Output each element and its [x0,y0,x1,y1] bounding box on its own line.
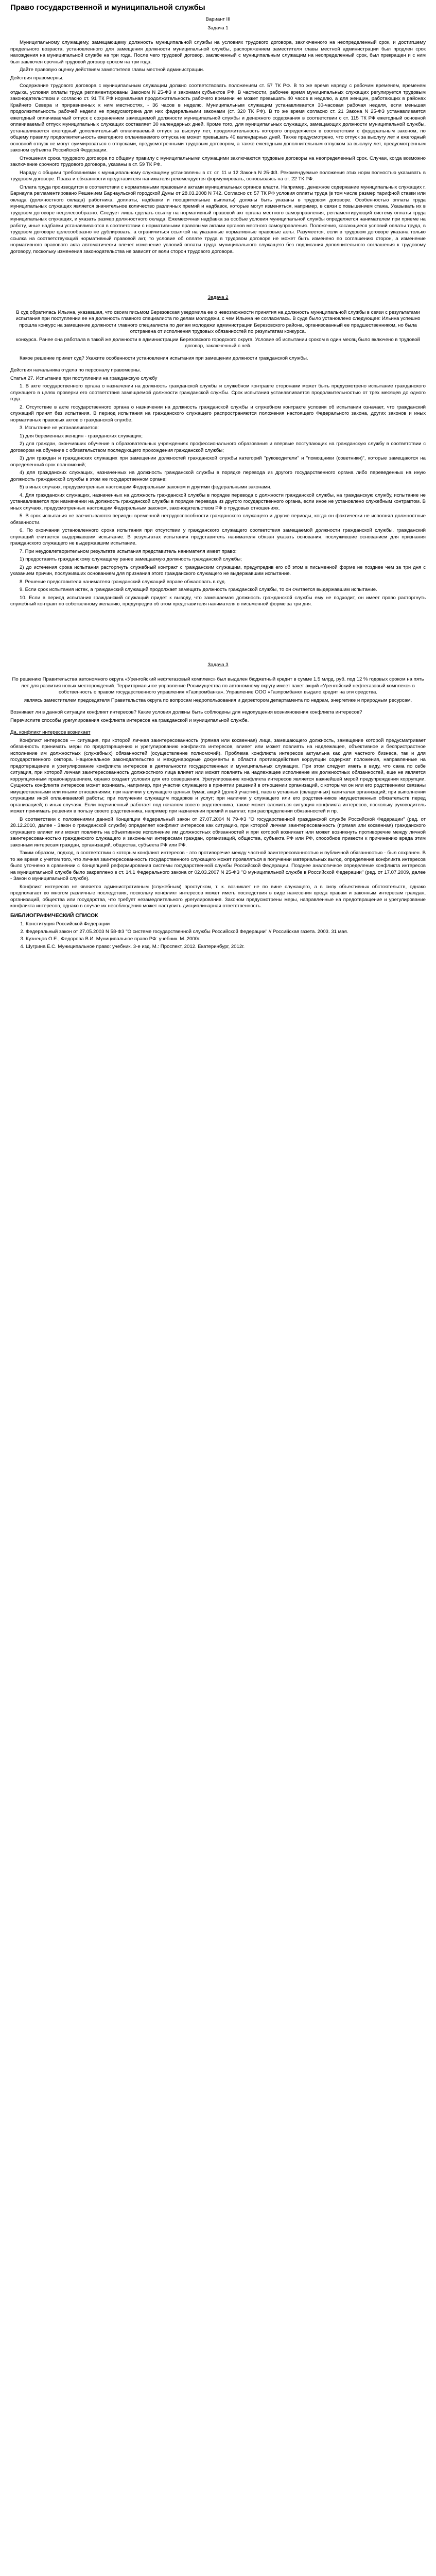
bibliography-list [21,921,426,950]
task2-paragraph: конкурса. Ранее она работала в такой же должности в администрации Березовского городского округа. Условие об испытании сроком в один месяц было включено в трудовой договор, заключенный с ней. [16,336,420,349]
task3-paragraph: являясь заместителем председателя Правительства округа по вопросам недропользования и директором департамента по недрам, энергетике и природным ресурсам. [24,697,412,703]
bibliography-heading: БИБЛИОГРАФИЧЕСКИЙ СПИСОК [10,912,98,919]
article27-item: 3) для граждан и гражданских служащих при замещении должностей гражданской службы категорий "руководители" и "помощники (советники)", которые замещаются на определенный срок полномочий; [10,455,426,468]
task1-paragraph: Дайте правовую оценку действиям заместителя главы местной администрации. [20,67,204,73]
article27-item: 10. Если в период испытания гражданский служащий придет к выводу, что замещаемая должность гражданской службы ему не подходит, он имеет право расторгнуть служебный контракт по собственному желанию, предупредив об этом представителя нанимателя в письменной форме за три дня. [10,595,426,607]
bibliography-item: 1. Конституция Российской Федерации [26,921,426,928]
variant-label: Вариант III [205,16,231,22]
task1-paragraph: Оплата труда производится в соответствии с нормативными правовыми актами муниципальных органов власти. Например, денежное содержание муниципальных служащих г. Барнаула регламентировано Решением Барнаульской городской Думы от 28.03.2008 N 742. Согласно ст. 57 ТК РФ условия оплаты труда (в том числе размер тарифной ставки или оклада (должностного оклада) работника, доплаты, надбавки и поощрительные выплаты) должны быть указаны в трудовом договоре. Особенностью оплаты труда муниципальных служащих является значительное количество различных премий и надбавок, которые могут изменяться, например, в связи с повышением стажа. Указывать их в трудовом договоре нецелесообразно. Следует лишь сделать ссылку на нормативный правовой акт органа местного самоуправления, регламентирующий систему оплаты труда муниципальных служащих, и указать размер должностного оклада. Ежемесячная надбавка за особые условия муниципальной службы определяется нанимателем при приеме на работу, иные надбавки устанавливаются в соответствии с нормативными правовыми актами органов местного самоуправления. Положения, касающиеся условий оплаты труда, в трудовом договоре целесообразно не дублировать, а ограничиться ссылкой на указанные нормативные правовые акты. Разумеется, если в трудовом договоре указана только ссылка на соответствующий нормативный правовой акт, то условие об оплате труда в трудовом договоре не может быть изменено по соглашению сторон, а изменение нормативного правового акта автоматически влечет изменение условий оплаты труда муниципального служащего без подписания дополнительного соглашения к трудовому договору, поскольку изменения законодательства не зависят от воли сторон трудового договора. [10,184,426,255]
article27-item: 1. В акте государственного органа о назначении на должность гражданской службы и служебном контракте сторонами может быть предусмотрено испытание гражданского служащего в целях проверки его соответствия замещаемой должности гражданской службы. Срок испытания устанавливается продолжительностью от трех месяцев до одного года. [10,383,426,402]
article27-item: 7. При неудовлетворительном результате испытания представитель нанимателя имеет право: [20,548,237,554]
task2-question: Какое решение примет суд? Укажите особенности установления испытания при замещении должности гражданской службы. [20,355,308,361]
task3-paragraph: Перечислите способы урегулирования конфликта интересов на гражданской и муниципальной службе. [10,717,249,723]
task1-paragraph: Наряду с общими требованиями к муниципальному служащему установлены в ст. ст. 11 и 12 Закона N 25-ФЗ. Рекомендуемые положения этих норм полностью указывать в трудовом договоре. Права и обязанности представителя нанимателя рекомендуется формулировать, основываясь на ст. 22 ТК РФ. [10,170,426,182]
task2-heading: Задача 2 [207,295,229,300]
article27-item: 1) для беременных женщин - гражданских служащих; [20,433,143,439]
task1-heading: Задача 1 [207,25,229,31]
bibliography-item: 2. Федеральный закон от 27.05.2003 N 58-ФЗ "О системе государственной службы Российской Федерации" // Российская газета. 2003. 31 мая. [26,929,426,936]
task3-answer-label: Да, конфликт интересов возникает [10,730,91,735]
document-title: Право государственной и муниципальной службы [10,3,205,12]
article27-title: Статья 27. Испытание при поступлении на гражданскую службу [10,375,158,381]
task1-section [10,25,426,256]
task1-paragraph: Содержание трудового договора с муниципальным служащим должно соответствовать положениям ст. 57 ТК РФ. В то же время наряду с рабочим временем, временем отдыха, условия оплаты труда регламентированы Законом N 25-ФЗ и законами субъектов РФ. В частности, рабочее время муниципальных служащих регулируется трудовым законодательством и согласно ст. 91 ТК РФ нормальная продолжительность рабочего времени не может превышать 40 часов в неделю, а для женщин, работающих в районах Крайнего Севера и приравненных к ним местностях, - 36 часов в неделю. Муниципальным служащим устанавливается 30-часовая рабочая неделя, если меньшая продолжительность рабочей недели не предусмотрена для них федеральными законами (ст. 320 ТК РФ). В то же время согласно ст. 21 Закона N 25-ФЗ устанавливается ежегодный оплачиваемый отпуск с сохранением замещаемой должности муниципальной службы и денежного содержания в соответствии с ст. 115 ТК РФ ежегодный основной оплачиваемый отпуск муниципальных служащих составляет 30 календарных дней. Кроме того, для муниципальных служащих, замещающих должности муниципальной службы, устанавливается ежегодный дополнительный оплачиваемый отпуск за выслугу лет, продолжительность которого определяется в соответствии с федеральным законом, по общему правилу продолжительность ежегодного оплачиваемого отпуска не может превышать 40 календарных дней. Также предусмотрено, что отпуск за выслугу лет и ежегодный основной отпуск не могут суммироваться с отпусками, предусмотренными трудовым договором, а также ежегодным дополнительным отпуском за выслугу лет, предусмотренным законом субъекта Российской Федерации. [10,83,426,153]
article27-item: 1) предоставить гражданскому служащему ранее замещаемую должность гражданской службы; [20,556,242,562]
bibliography-item: 4. Шугрина Е.С. Муниципальное право: учебник. 3-е изд. М.: Проспект, 2012. Екатеринбург, 2012г. [26,944,426,951]
article27-item: 8. Решение представителя нанимателя гражданский служащий вправе обжаловать в суд. [20,579,226,585]
bibliography-section [10,913,426,951]
task3-answer-paragraph: Таким образом, подход, в соответствии с которым конфликт интересов - это противоречие между частной заинтересованностью и публичной обязанностью - был сохранен. В то же время с учетом того, что личная заинтересованность государственного служащего может проявляться в получении материальных выгод, определение конфликта интересов было уточнено в сравнении с Концепцией реформирования системы государственной службы Российской Федерации. Позднее аналогичное определение конфликта интересов на муниципальной службе было закреплено в ст. 14.1 Федерального закона от 02.03.2007 N 25-ФЗ "О муниципальной службе в Российской Федерации" (ред. от 17.07.2009, далее - Закон о муниципальной службе). [10,850,426,882]
task3-paragraph: По решению Правительства автономного округа «Уренгойский нефтегазовый комплекс» был выделен бюджетный кредит в сумме 1,5 млрд. руб. под 12 % годовых сроком на пять лет для развития новых месторождений. Территориальное управление Росимущества по автономному округу имеет пакет акций «Уренгойский нефтегазовый комплекс» в собственность с правом государственного управления «Газпромбанка». Управление ООО «Газпромбанк» выдало кредит на эти средства. [12,676,424,695]
bibliography-item: 3. Кузнецов О.Е., Федорова В.И. Муниципальное право РФ: учебник. М.,2000г. [26,936,426,943]
task3-answer-paragraph: Конфликт интересов — ситуация, при которой личная заинтересованность (прямая или косвенная) лица, замещающего должность, замещение которой предусматривает обязанность принимать меры по предотвращению и урегулированию конфликта интересов, влияет или может повлиять на надлежащее, объективное и беспристрастное исполнение им должностных (служебных) обязанностей (осуществление полномочий). Проблема конфликта интересов актуальна как для частного бизнеса, так и для государственного сектора. Национальное законодательство и международные документы в области противодействия коррупции содержат положения, направленные на предотвращение и урегулирование конфликта интересов в деятельности государственных и муниципальных служащих. При этом следует иметь в виду, что сама по себе ситуация, при которой личная заинтересованность должностного лица влияет или может повлиять на надлежащее исполнение им должностных обязанностей, еще не является коррупционным правонарушением, однако создает условия для его совершения. Урегулирование конфликта интересов является важнейшей мерой предупреждения коррупции. Сущность конфликта интересов может возникать, например, при участии служащего в принятии решений в отношении организаций, с которыми он или его родственники связаны имущественными или иными отношениями; при наличии у служащего ценных бумаг, акций (долей участия), паев в уставных (складочных) капиталах организаций; при выполнении служащим иной оплачиваемой работы; при получении служащим подарков и услуг; при наличии у служащего или его родственников имущественных обязательств перед организацией; в иных случаях. Если подчиненный работает под началом своего родственника, также может сложиться ситуация конфликта интересов, поскольку руководитель может принимать решения в пользу своего родственника, например при назначении премий и выплат, при распределении обязанностей и пр. [10,737,426,814]
article27-item: 5. В срок испытания не засчитываются периоды временной нетрудоспособности гражданского служащего и другие периоды, когда он фактически не исполнял должностные обязанности. [10,513,426,526]
task2-paragraph: В суд обратилась Ильина, указавшая, что своим письмом Березовская уведомила ее о невозможности принятия на должность муниципальной службы в связи с результатами испытания при поступлении ее на должность главного специалиста по делам молодежи, с чем Ильина не согласилась. В суде было установлено следующее: Ильина успешно прошла конкурс на замещение должности главного специалиста по делам молодежи администрации Березовского района, организованный ее предшественником, но была отстранена от исполнения трудовых обязанностей по результатам конкурса. [15,309,421,334]
task1-paragraph: Муниципальному служащему, замещающему должность муниципальной службы на условиях трудового договора, заключенного на неопределенный срок, и достигшему предельного возраста, установленного для замещения должности муниципальной службы, распоряжением заместителя главы местной администрации был продлен срок нахождения на муниципальной службе на три года. После чего трудовой договор, заключенный с муниципальным служащим на неопределенный срок, был прекращен и с ним был заключен срочный трудовой договор сроком на три года. [10,40,426,65]
task3-answer-paragraph: В соответствии с положениями данной Концепции Федеральный закон от 27.07.2004 N 79-ФЗ "О государственной гражданской службе Российской Федерации" (ред. от 28.12.2010, далее - Закон о гражданской службе) определяет конфликт интересов как ситуацию, при которой личная заинтересованность (прямая или косвенная) гражданского служащего влияет или может повлиять на объективное исполнение им должностных обязанностей и при которой возникает или может возникнуть противоречие между личной заинтересованностью гражданского служащего и законными интересами граждан, организаций, общества, субъекта РФ или РФ, способное привести к причинению вреда этим законным интересам граждан, организаций, общества, субъекта РФ или РФ. [10,816,426,848]
task3-heading: Задача 3 [207,662,229,668]
article27-item: 2) для граждан, окончивших обучение в образовательных учреждениях профессионального образования и впервые поступающих на гражданскую службу в соответствии с договором на обучение с обязательством последующего прохождения гражданской службы; [10,441,426,453]
task1-paragraph: Действия правомерны. [10,75,64,81]
article27-item: 4. Для гражданских служащих, назначенных на должность гражданской службы в порядке перевода с должности гражданской службы, на гражданскую службу, испытание не устанавливается при назначении на должность гражданской службы в порядке перевода из другого государственного органа, если иное не установлено служебным контрактом. В иных случаях, предусмотренных настоящим Федеральным законом, законодательством РФ о трудовых отношениях. [10,492,426,511]
article27-item: 3. Испытание не устанавливается: [20,425,99,431]
document-page [0,0,436,963]
task3-section [10,662,426,910]
article27-item: 5) в иных случаях, предусмотренных настоящим Федеральным законом и другими федеральными законами. [20,484,272,490]
task2-section [10,295,426,608]
task3-paragraph: Возникает ли в данной ситуации конфликт интересов? Какие условия должны быть соблюдены для недопущения возникновения конфликта интересов? [10,709,362,715]
article27-item: 4) для гражданских служащих, назначенных на должность гражданской службы в порядке перевода из другого государственного органа либо переведенных на иную должность гражданской службы в этом же государственном органе; [10,470,426,482]
task2-decision: Действия начальника отдела по персоналу правомерны. [10,367,141,373]
task1-paragraph: Отношения срока трудового договора по общему правилу с муниципальными служащими заключаются трудовые договоры на неопределенный срок. Случаи, когда возможно заключение срочного трудового договора, указаны в ст. 59 ТК РФ. [10,155,426,167]
task3-answer-paragraph: Конфликт интересов не является административным (служебным) проступком, т. к. возникает не по вине служащего, а в силу объективных обстоятельств, однако предполагает во многом различные последствия, поскольку конфликт интересов может иметь последствия в виде нанесения вреда правам и законным интересам граждан, организаций, общества или государства, что требует незамедлительного урегулирования. Законом предусмотрены меры, направленные на предотвращение и урегулирование конфликта интересов, однако в случае их несоблюдения может наступить дисциплинарная ответственность. [10,884,426,909]
article27-item: 6. По окончании установленного срока испытания при отсутствии у гражданского служащего соответствия замещаемой должности гражданской службы, гражданский служащий считается выдержавшим испытание. В результатах испытания представитель нанимателя обязан указать основания, послужившие основанием для признания гражданского служащего не выдержавшим испытание. [10,528,426,546]
article27-item: 9. Если срок испытания истек, а гражданский служащий продолжает замещать должность гражданской службы, то он считается выдержавшим испытание. [20,587,377,592]
article27-item: 2) до истечения срока испытания расторгнуть служебный контракт с гражданским служащим, предупредив его об этом в письменной форме не позднее чем за три дня с указанием причин, послуживших основанием для признания этого гражданского служащего не выдержавшим испытание. [10,564,426,577]
article27-item: 2. Отсутствие в акте государственного органа о назначении на должность гражданской службы и служебном контракте условия об испытании означает, что гражданский служащий принят без испытания. В период испытания на гражданского служащего распространяются положения настоящего Федерального закона, других законов и иных нормативных правовых актов о гражданской службе. [10,404,426,423]
